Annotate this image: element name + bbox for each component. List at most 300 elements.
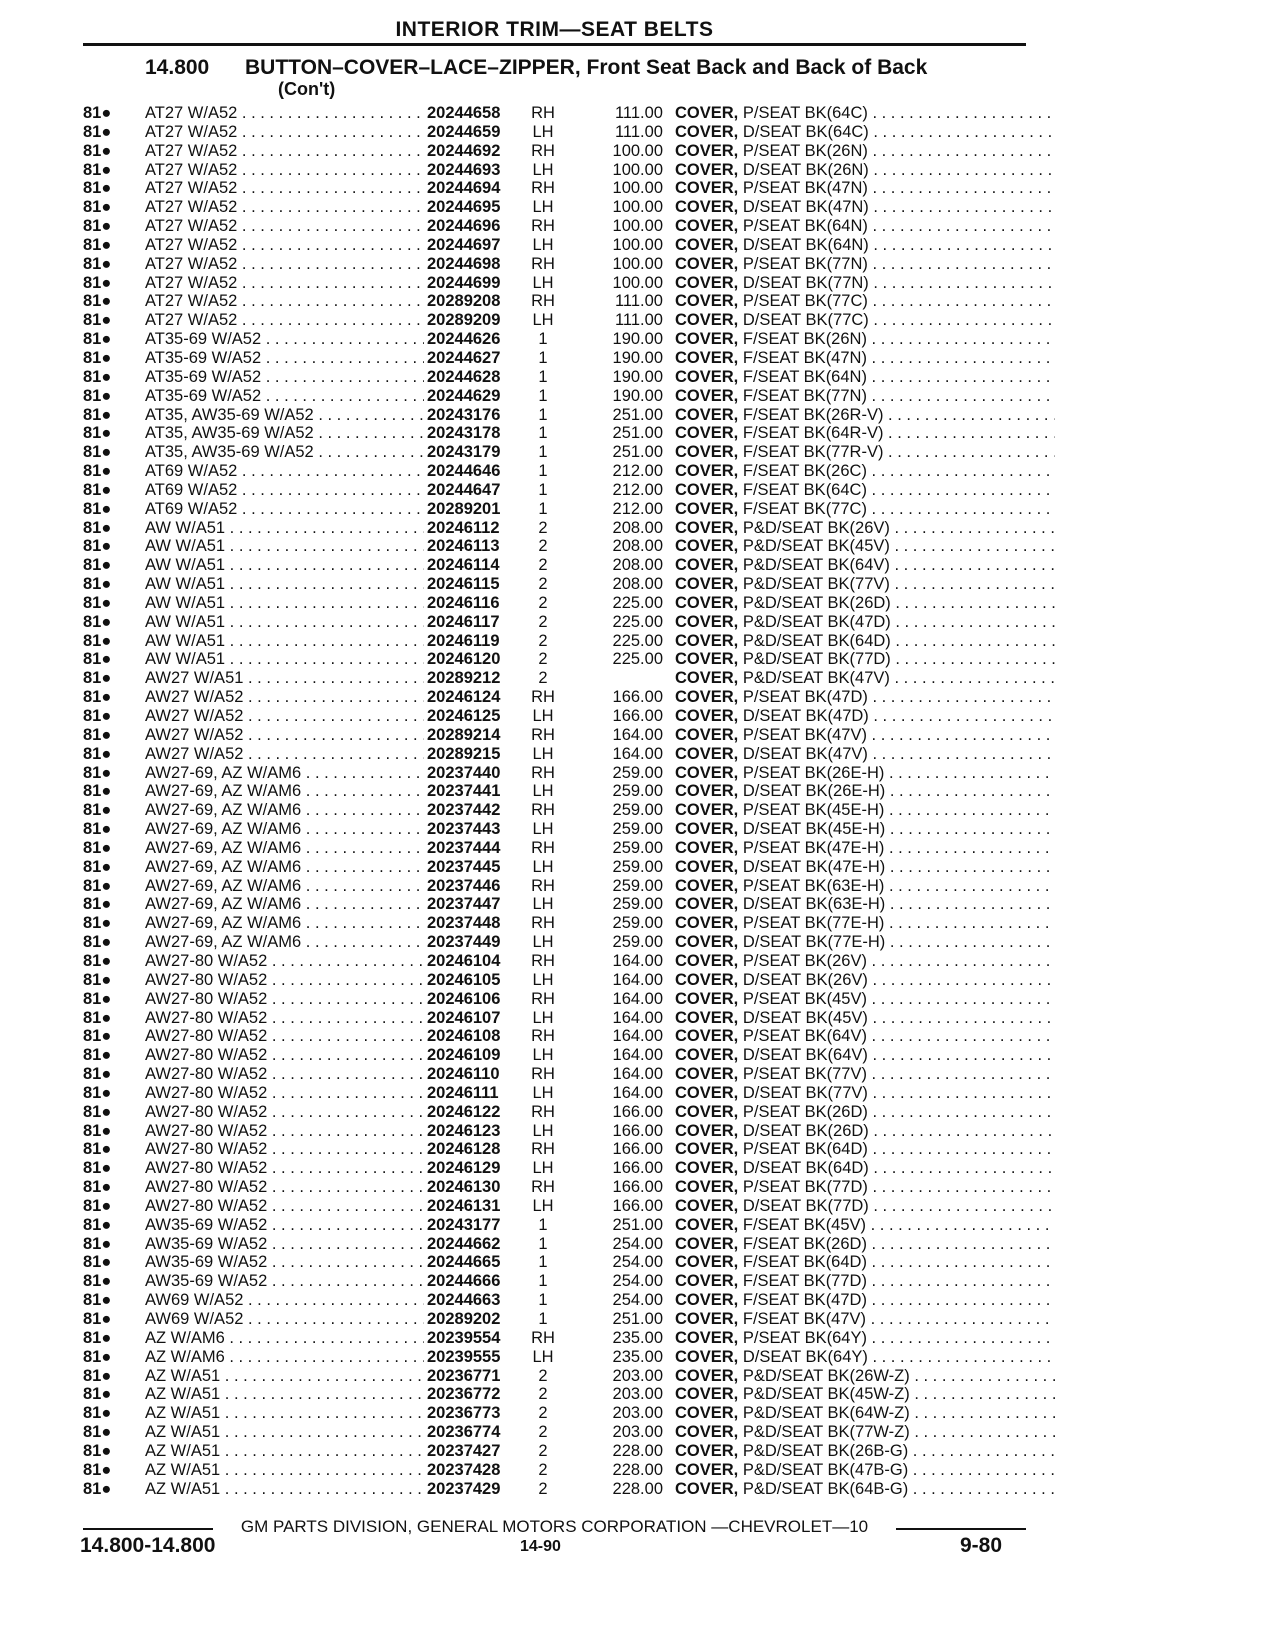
- description: [675, 632, 1055, 651]
- model-application: AZ W/A51 . . .: [145, 1461, 485, 1480]
- model-application: AW27-80 W/A52 . . .: [145, 1197, 485, 1216]
- description: [675, 669, 1055, 688]
- description-text: D/SEAT BK(77D): [742, 1196, 869, 1215]
- description: [675, 1197, 1055, 1216]
- table-row: [83, 1122, 1043, 1141]
- description: [675, 556, 1055, 575]
- quantity: LH: [532, 744, 554, 763]
- price: 166.00: [612, 1159, 663, 1178]
- fig-number: 81●: [83, 1479, 112, 1498]
- quantity: 2: [538, 537, 548, 556]
- fig-number: 81●: [83, 254, 112, 273]
- part-number: 20239554: [424, 1329, 515, 1348]
- part-number: 20244697: [424, 236, 515, 255]
- description-text: F/SEAT BK(64N): [742, 367, 867, 386]
- description-label: COVER,: [675, 1102, 739, 1121]
- description: [675, 1235, 1055, 1254]
- table-row: [83, 274, 1043, 293]
- part-number: 20244626: [424, 330, 515, 349]
- part-number: 20246108: [424, 1027, 515, 1046]
- description-text: D/SEAT BK(77C): [742, 311, 869, 330]
- table-row: [83, 255, 1043, 274]
- model-application: AT69 W/A52 . . .: [145, 481, 485, 500]
- description-label: COVER,: [675, 254, 739, 273]
- model-application: AW35-69 W/A52 . . .: [145, 1216, 485, 1235]
- quantity: 1: [538, 1310, 548, 1328]
- description: [675, 1404, 1055, 1423]
- model-application: AT69 W/A52 . . .: [145, 500, 485, 519]
- model-application: AW35-69 W/A52 . . .: [145, 1235, 485, 1254]
- description-label: COVER,: [675, 1008, 739, 1027]
- description-text: F/SEAT BK(64D): [742, 1253, 867, 1272]
- price: 228.00: [612, 1479, 663, 1498]
- fig-number: 81●: [83, 1065, 112, 1084]
- part-number: 20246110: [424, 1065, 515, 1084]
- description-label: COVER,: [675, 480, 739, 499]
- price: 203.00: [612, 1366, 663, 1385]
- price: 254.00: [612, 1291, 663, 1310]
- description-label: COVER,: [675, 1310, 739, 1328]
- description-text: P/SEAT BK(77C): [742, 292, 868, 311]
- description-label: COVER,: [675, 1347, 739, 1366]
- fig-number: 81●: [83, 593, 112, 612]
- fig-number: 81●: [83, 1347, 112, 1366]
- part-number: 20289201: [424, 500, 515, 519]
- description: [675, 443, 1055, 462]
- quantity: LH: [532, 1008, 554, 1027]
- model-application: AW27-80 W/A52 . . .: [145, 1009, 485, 1028]
- model-application: AT27 W/A52 . . .: [145, 198, 485, 217]
- fig-number: 81●: [83, 1234, 112, 1253]
- price: 166.00: [612, 1196, 663, 1215]
- description-label: COVER,: [675, 801, 739, 820]
- description-label: COVER,: [675, 122, 739, 141]
- table-row: [83, 1291, 1043, 1310]
- part-number: 20246122: [424, 1103, 515, 1122]
- part-number: 20246119: [424, 632, 515, 651]
- model-application: AW W/A51 . . .: [145, 594, 485, 613]
- price: 164.00: [612, 725, 663, 744]
- price: 225.00: [612, 612, 663, 631]
- description-text: P&D/SEAT BK(77V): [742, 575, 890, 594]
- description-text: F/SEAT BK(47N): [742, 348, 867, 367]
- description-text: P/SEAT BK(26D): [742, 1102, 868, 1121]
- price: 225.00: [612, 631, 663, 650]
- description-text: D/SEAT BK(64C): [742, 122, 869, 141]
- price: 259.00: [612, 838, 663, 857]
- price: 166.00: [612, 1178, 663, 1197]
- description: [675, 575, 1055, 594]
- fig-number: 81●: [83, 989, 112, 1008]
- description-label: COVER,: [675, 330, 739, 349]
- description-text: P/SEAT BK(26V): [742, 951, 867, 970]
- description: [675, 1027, 1055, 1046]
- fig-number: 81●: [83, 1291, 112, 1310]
- description-text: F/SEAT BK(26N): [742, 330, 867, 349]
- fig-number: 81●: [83, 1366, 112, 1385]
- quantity: RH: [531, 292, 555, 311]
- price: 100.00: [612, 217, 663, 236]
- model-application: AW27-80 W/A52 . . .: [145, 971, 485, 990]
- table-row: [83, 443, 1043, 462]
- quantity: LH: [532, 1083, 554, 1102]
- table-row: [83, 519, 1043, 538]
- description: [675, 877, 1055, 896]
- quantity: 2: [538, 593, 548, 612]
- model-application: AT27 W/A52 . . .: [145, 311, 485, 330]
- quantity: RH: [531, 876, 555, 895]
- fig-number: 81●: [83, 292, 112, 311]
- description-text: P/SEAT BK(47V): [742, 725, 867, 744]
- table-row: [83, 462, 1043, 481]
- price: 166.00: [612, 707, 663, 725]
- part-number: 20244662: [424, 1235, 515, 1254]
- price: 251.00: [612, 443, 663, 462]
- fig-number: 81●: [83, 763, 112, 782]
- description-text: D/SEAT BK(77V): [742, 1083, 868, 1102]
- part-number: 20246124: [424, 688, 515, 707]
- model-application: AW27-80 W/A52 . . .: [145, 990, 485, 1009]
- description: [675, 1178, 1055, 1197]
- model-application: AW27 W/A52 . . .: [145, 745, 485, 764]
- fig-number: 81●: [83, 1404, 112, 1423]
- description-text: P/SEAT BK(63E-H): [742, 876, 885, 895]
- description-label: COVER,: [675, 1404, 739, 1423]
- quantity: RH: [531, 989, 555, 1008]
- quantity: 2: [538, 1423, 548, 1442]
- table-row: [83, 1235, 1043, 1254]
- model-application: AW27-80 W/A52 . . .: [145, 1140, 485, 1159]
- quantity: 1: [538, 1215, 548, 1234]
- fig-number: 81●: [83, 612, 112, 631]
- footer-date: 9-80: [960, 1534, 1003, 1557]
- fig-number: 81●: [83, 122, 112, 141]
- description-text: F/SEAT BK(77R-V): [742, 443, 884, 462]
- part-number: 20244646: [424, 462, 515, 481]
- description-label: COVER,: [675, 1423, 739, 1442]
- model-application: AT35, AW35-69 W/A52 . . .: [145, 406, 485, 425]
- price: 212.00: [612, 499, 663, 518]
- description-text: D/SEAT BK(26E-H): [742, 782, 886, 801]
- section-number: 14.800: [145, 56, 210, 79]
- table-row: [83, 198, 1043, 217]
- part-number: 20289209: [424, 311, 515, 330]
- model-application: AW27-69, AZ W/AM6 . . .: [145, 933, 485, 952]
- model-application: AW27-69, AZ W/AM6 . . .: [145, 858, 485, 877]
- table-row: [83, 669, 1043, 688]
- quantity: RH: [531, 141, 555, 160]
- model-application: AT27 W/A52 . . .: [145, 104, 485, 123]
- model-application: AT27 W/A52 . . .: [145, 179, 485, 198]
- description: [675, 406, 1055, 425]
- table-row: [83, 1480, 1043, 1499]
- quantity: RH: [531, 104, 555, 122]
- description-text: P&D/SEAT BK(64B-G): [742, 1479, 909, 1498]
- description-label: COVER,: [675, 857, 739, 876]
- quantity: 1: [538, 330, 548, 349]
- table-row: [83, 839, 1043, 858]
- price: 259.00: [612, 914, 663, 933]
- model-application: AT69 W/A52 . . .: [145, 462, 485, 481]
- quantity: LH: [532, 1121, 554, 1140]
- description-label: COVER,: [675, 1479, 739, 1498]
- description-label: COVER,: [675, 104, 739, 122]
- description: [675, 745, 1055, 764]
- description-label: COVER,: [675, 273, 739, 292]
- fig-number: 81●: [83, 405, 112, 424]
- description-text: P/SEAT BK(47E-H): [742, 838, 885, 857]
- description-text: P/SEAT BK(64N): [742, 217, 868, 236]
- page-header: INTERIOR TRIM—SEAT BELTS: [395, 18, 714, 41]
- part-number: 20236773: [424, 1404, 515, 1423]
- description-label: COVER,: [675, 631, 739, 650]
- description: [675, 613, 1055, 632]
- description: [675, 782, 1055, 801]
- table-row: [83, 1197, 1043, 1216]
- table-row: [83, 632, 1043, 651]
- table-row: [83, 1461, 1043, 1480]
- model-application: AW27-69, AZ W/AM6 . . .: [145, 839, 485, 858]
- part-number: 20237447: [424, 895, 515, 914]
- part-number: 20246115: [424, 575, 515, 594]
- table-row: [83, 594, 1043, 613]
- quantity: 2: [538, 1366, 548, 1385]
- quantity: 2: [538, 1441, 548, 1460]
- description-label: COVER,: [675, 707, 739, 725]
- fig-number: 81●: [83, 1008, 112, 1027]
- description: [675, 1103, 1055, 1122]
- description-label: COVER,: [675, 970, 739, 989]
- price: 164.00: [612, 744, 663, 763]
- part-number: 20244698: [424, 255, 515, 274]
- part-number: 20244692: [424, 142, 515, 161]
- model-application: AT35, AW35-69 W/A52 . . .: [145, 443, 485, 462]
- fig-number: 81●: [83, 1027, 112, 1046]
- description-label: COVER,: [675, 1460, 739, 1479]
- fig-number: 81●: [83, 424, 112, 443]
- model-application: AZ W/A51 . . .: [145, 1480, 485, 1499]
- description: [675, 1423, 1055, 1442]
- fig-number: 81●: [83, 914, 112, 933]
- part-number: 20246105: [424, 971, 515, 990]
- description-label: COVER,: [675, 367, 739, 386]
- price: 111.00: [614, 122, 663, 141]
- table-row: [83, 556, 1043, 575]
- description-label: COVER,: [675, 556, 739, 575]
- table-row: [83, 1367, 1043, 1386]
- description: [675, 387, 1055, 406]
- table-row: [83, 368, 1043, 387]
- model-application: AW27-80 W/A52 . . .: [145, 1084, 485, 1103]
- quantity: 2: [538, 1385, 548, 1404]
- description-label: COVER,: [675, 1291, 739, 1310]
- quantity: LH: [532, 235, 554, 254]
- quantity: 2: [538, 1479, 548, 1498]
- fig-number: 81●: [83, 556, 112, 575]
- description-text: P&D/SEAT BK(26W-Z): [742, 1366, 910, 1385]
- part-number: 20244627: [424, 349, 515, 368]
- table-row: [83, 1065, 1043, 1084]
- description-label: COVER,: [675, 669, 739, 688]
- table-row: [83, 500, 1043, 519]
- quantity: LH: [532, 895, 554, 914]
- table-row: [83, 424, 1043, 443]
- price: 100.00: [612, 198, 663, 217]
- part-number: 20244696: [424, 217, 515, 236]
- table-row: [83, 745, 1043, 764]
- fig-number: 81●: [83, 348, 112, 367]
- quantity: LH: [532, 273, 554, 292]
- description-label: COVER,: [675, 876, 739, 895]
- table-row: [83, 311, 1043, 330]
- description-label: COVER,: [675, 386, 739, 405]
- table-row: [83, 613, 1043, 632]
- description-label: COVER,: [675, 198, 739, 217]
- price: 100.00: [612, 273, 663, 292]
- description: [675, 1122, 1055, 1141]
- description-label: COVER,: [675, 838, 739, 857]
- table-row: [83, 914, 1043, 933]
- price: 164.00: [612, 1008, 663, 1027]
- part-number: 20244629: [424, 387, 515, 406]
- quantity: 1: [538, 424, 548, 443]
- description-label: COVER,: [675, 235, 739, 254]
- part-number: 20244695: [424, 198, 515, 217]
- quantity: LH: [532, 857, 554, 876]
- description-text: D/SEAT BK(64V): [742, 1046, 868, 1065]
- price: 228.00: [612, 1441, 663, 1460]
- model-application: AW27-80 W/A52 . . .: [145, 1178, 485, 1197]
- model-application: AW27-69, AZ W/AM6 . . .: [145, 877, 485, 896]
- fig-number: 81●: [83, 499, 112, 518]
- table-row: [83, 1423, 1043, 1442]
- table-row: [83, 1385, 1043, 1404]
- description-label: COVER,: [675, 311, 739, 330]
- description-label: COVER,: [675, 405, 739, 424]
- fig-number: 81●: [83, 1159, 112, 1178]
- fig-number: 81●: [83, 1272, 112, 1291]
- model-application: AW W/A51 . . .: [145, 613, 485, 632]
- model-application: AT35-69 W/A52 . . .: [145, 330, 485, 349]
- description-text: P&D/SEAT BK(64V): [742, 556, 890, 575]
- description-text: F/SEAT BK(26D): [742, 1234, 867, 1253]
- footer-page-number: 14-90: [520, 1538, 561, 1555]
- price: 212.00: [612, 462, 663, 481]
- quantity: 1: [538, 405, 548, 424]
- description: [675, 179, 1055, 198]
- price: 208.00: [612, 575, 663, 594]
- description-text: P&D/SEAT BK(47D): [742, 612, 891, 631]
- description-text: P&D/SEAT BK(47V): [742, 669, 890, 688]
- description: [675, 1159, 1055, 1178]
- fig-number: 81●: [83, 1441, 112, 1460]
- fig-number: 81●: [83, 857, 112, 876]
- quantity: LH: [532, 122, 554, 141]
- table-row: [83, 1404, 1043, 1423]
- model-application: AW W/A51 . . .: [145, 632, 485, 651]
- description: [675, 311, 1055, 330]
- part-number: 20246114: [424, 556, 515, 575]
- price: 190.00: [612, 367, 663, 386]
- table-row: [83, 330, 1043, 349]
- quantity: LH: [532, 782, 554, 801]
- description-text: P/SEAT BK(77E-H): [742, 914, 885, 933]
- table-row: [83, 1140, 1043, 1159]
- quantity: 1: [538, 1291, 548, 1310]
- description: [675, 1291, 1055, 1310]
- table-row: [83, 575, 1043, 594]
- description: [675, 537, 1055, 556]
- fig-number: 81●: [83, 480, 112, 499]
- part-number: 20243177: [424, 1216, 515, 1235]
- fig-number: 81●: [83, 1046, 112, 1065]
- description-label: COVER,: [675, 424, 739, 443]
- price: 254.00: [612, 1272, 663, 1291]
- part-number: 20237429: [424, 1480, 515, 1499]
- price: 164.00: [612, 989, 663, 1008]
- table-row: [83, 895, 1043, 914]
- table-row: [83, 933, 1043, 952]
- part-number: 20289214: [424, 726, 515, 745]
- price: 259.00: [612, 933, 663, 952]
- fig-number: 81●: [83, 104, 112, 122]
- price: 203.00: [612, 1404, 663, 1423]
- part-number: 20244659: [424, 123, 515, 142]
- part-number: 20237440: [424, 764, 515, 783]
- model-application: AZ W/AM6 . . .: [145, 1348, 485, 1367]
- quantity: RH: [531, 763, 555, 782]
- table-row: [83, 217, 1043, 236]
- price: 100.00: [612, 160, 663, 179]
- quantity: LH: [532, 820, 554, 839]
- description-text: P&D/SEAT BK(64W-Z): [742, 1404, 910, 1423]
- description-text: P/SEAT BK(47N): [742, 179, 868, 198]
- description-label: COVER,: [675, 1046, 739, 1065]
- quantity: LH: [532, 160, 554, 179]
- description: [675, 1216, 1055, 1235]
- quantity: LH: [532, 1347, 554, 1366]
- fig-number: 81●: [83, 367, 112, 386]
- description-label: COVER,: [675, 1196, 739, 1215]
- price: 164.00: [612, 951, 663, 970]
- description-label: COVER,: [675, 499, 739, 518]
- model-application: AW35-69 W/A52 . . .: [145, 1272, 485, 1291]
- quantity: 1: [538, 499, 548, 518]
- part-number: 20246116: [424, 594, 515, 613]
- quantity: RH: [531, 838, 555, 857]
- description: [675, 952, 1055, 971]
- description-text: F/SEAT BK(64R-V): [742, 424, 884, 443]
- part-number: 20237446: [424, 877, 515, 896]
- fig-number: 81●: [83, 160, 112, 179]
- table-row: [83, 1216, 1043, 1235]
- model-application: AW27 W/A52 . . .: [145, 707, 485, 726]
- description-label: COVER,: [675, 443, 739, 462]
- fig-number: 81●: [83, 933, 112, 952]
- table-row: [83, 1442, 1043, 1461]
- description: [675, 1385, 1055, 1404]
- model-application: AT27 W/A52 . . .: [145, 292, 485, 311]
- description: [675, 707, 1055, 726]
- description-label: COVER,: [675, 951, 739, 970]
- part-number: 20289212: [424, 669, 515, 688]
- description: [675, 1253, 1055, 1272]
- description: [675, 330, 1055, 349]
- description-text: P&D/SEAT BK(45V): [742, 537, 890, 556]
- description-text: P/SEAT BK(47D): [742, 688, 868, 707]
- fig-number: 81●: [83, 876, 112, 895]
- table-row: [83, 1046, 1043, 1065]
